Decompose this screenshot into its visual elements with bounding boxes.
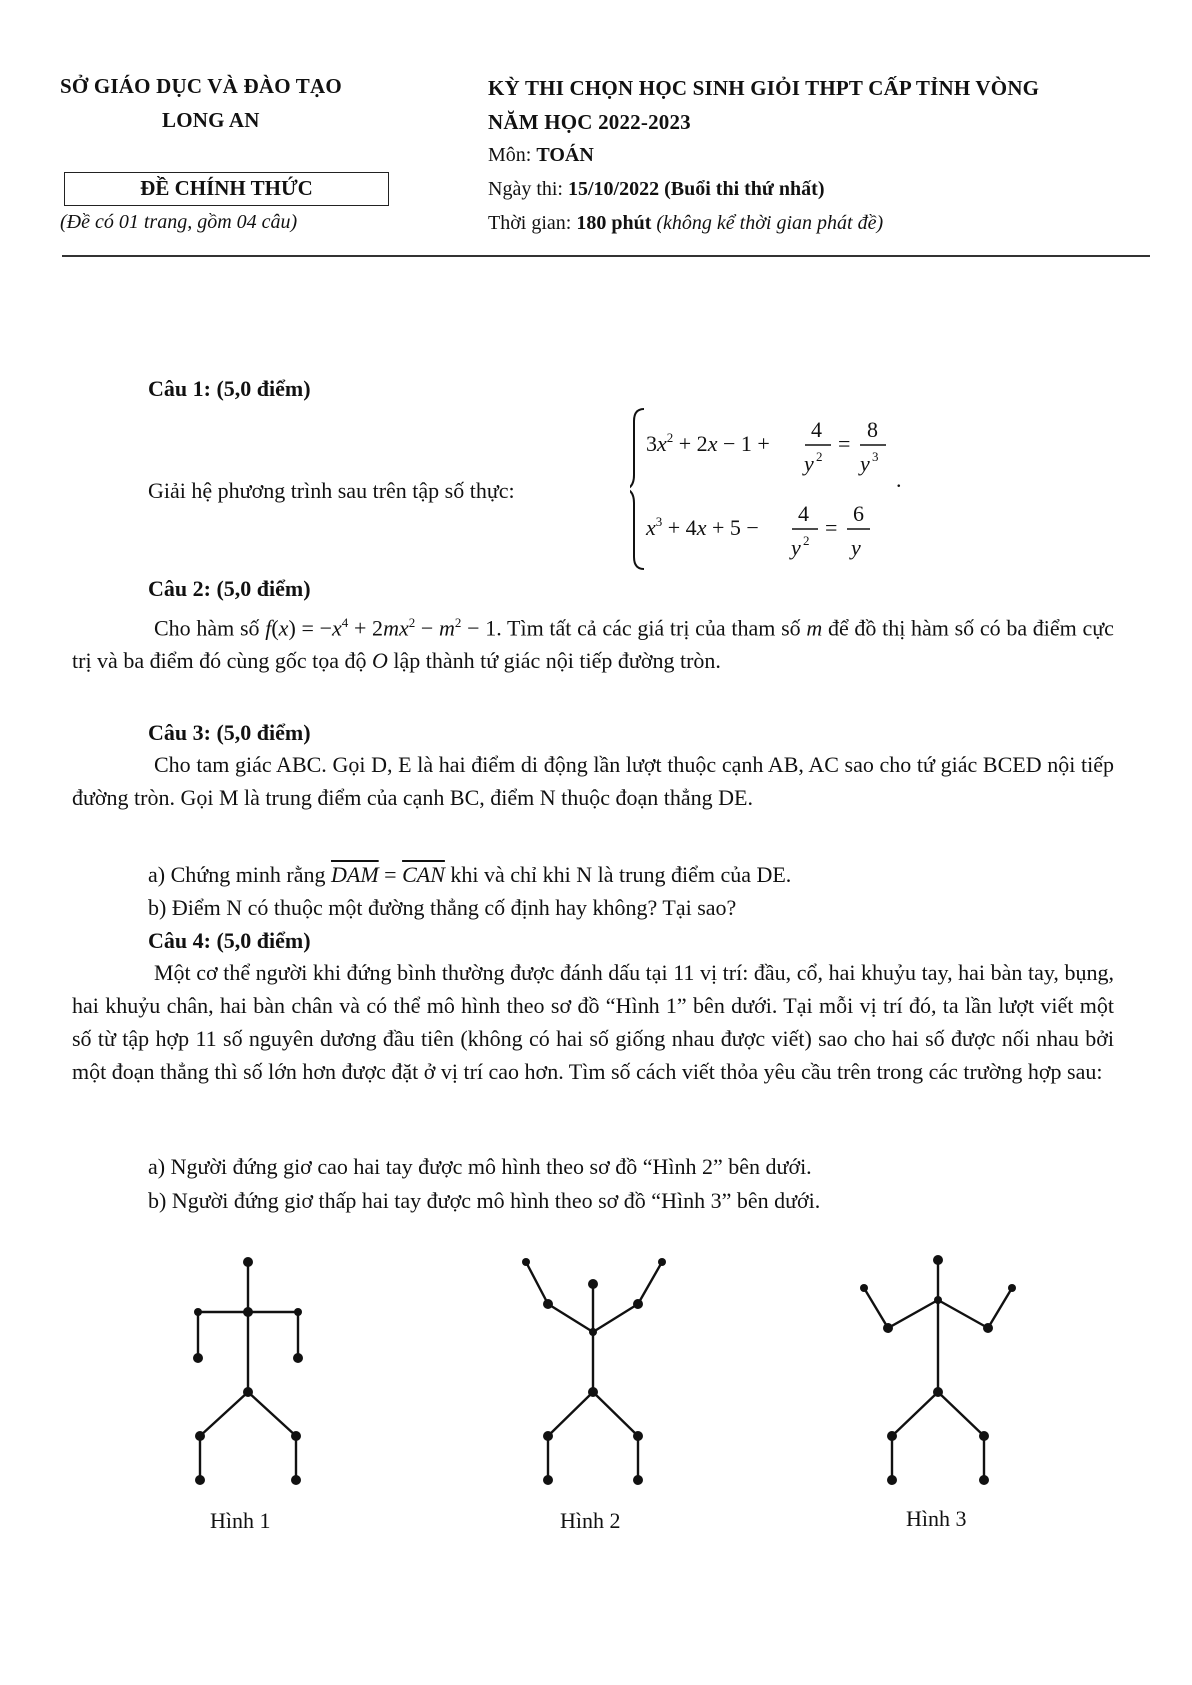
header-divider	[62, 255, 1150, 257]
time-note: (không kể thời gian phát đề)	[656, 212, 884, 234]
subject-line	[488, 144, 594, 167]
q3-a-angle2: $\overline{CAN}$	[402, 862, 445, 887]
svg-text:=: =	[825, 515, 838, 540]
figure-1-label: Hình 1	[210, 1508, 271, 1533]
q1-text: Giải hệ phương trình sau trên tập số thực:	[148, 478, 515, 503]
svg-text:3: 3	[872, 449, 879, 464]
q3-title: Câu 3: (5,0 điểm)	[148, 720, 311, 745]
q4-text: Một cơ thể người khi đứng bình thường được đánh dấu tại 11 vị trí: đầu, cổ, hai khuỷu tay, hai bàn tay, bụng, hai khuỷu chân, hai bàn chân và có thể mô hình theo sơ đồ “Hình 1” bên dưới. Tại mỗi vị trí đó, ta lần lượt viết một số từ tập hợp 11 số nguyên dương đầu tiên (không có hai số giống nhau được viết) sao cho hai số được nối nhau bởi một đoạn thẳng thì số lớn hơn được đặt ở vị trí cao hơn. Tìm số cách viết thỏa yêu cầu trên trong các trường hợp sau:	[72, 960, 1114, 1084]
time-value: 180 phút	[576, 212, 652, 234]
svg-text:4: 4	[811, 417, 822, 442]
q3-text: Cho tam giác ABC. Gọi D, E là hai điểm di động lần lượt thuộc cạnh AB, AC sao cho tứ giác BCED nội tiếp đường tròn. Gọi M là trung điểm của cạnh BC, điểm N thuộc đoạn thẳng DE.	[72, 752, 1114, 810]
svg-text:4: 4	[798, 501, 809, 526]
province-name: LONG AN	[162, 108, 260, 132]
figure-2-label: Hình 2	[560, 1508, 621, 1533]
page-note: (Đề có 01 trang, gồm 04 câu)	[60, 211, 298, 233]
date-label: Ngày thi:	[488, 178, 568, 200]
figure-3-label: Hình 3	[906, 1506, 967, 1531]
q2-text-b: . Tìm tất cả các giá trị của tham số	[496, 615, 801, 641]
figure-1-stick-diagram	[180, 1250, 320, 1490]
q1-equation-system	[630, 405, 930, 575]
q3-part-a	[148, 858, 791, 892]
q2-text-c: để đồ thị hàm số có ba điểm cực trị và ba điểm đó cùng gốc tọa độ	[72, 615, 1114, 674]
svg-text:2: 2	[816, 449, 823, 464]
svg-text:.: .	[896, 467, 902, 492]
subject-value: TOÁN	[536, 144, 594, 166]
svg-text:x3 + 4x + 5 −: $x^3 + 4x + 5$ −	[646, 514, 759, 540]
q2-param: m	[806, 615, 823, 641]
svg-text:y: y	[791, 535, 801, 560]
q2-text-a: Cho hàm số	[154, 615, 260, 641]
figure-2-stick-diagram	[520, 1250, 670, 1490]
svg-text:=: =	[838, 431, 851, 456]
q3-part-b: b) Điểm N có thuộc một đường thẳng cố định hay không? Tại sao?	[148, 895, 737, 920]
svg-text:y: y	[804, 451, 814, 476]
q3-a-eq: =	[384, 862, 397, 887]
svg-text:2: 2	[803, 533, 810, 548]
svg-text:y: y	[851, 535, 861, 560]
q2-body: Cho hàm số $f(x) = -x^4 + 2mx^2 - m^2 - 1$. Tìm tất cả các giá trị của tham số m để đồ thị hàm số có ba điểm cực trị và ba điểm đó cùng gốc tọa độ O lập thành tứ giác nội tiếp đường tròn.	[72, 615, 1114, 674]
q4-title: Câu 4: (5,0 điểm)	[148, 928, 311, 953]
svg-text:3x2 + 2x − 1 +: $3x^2 + 2x - 1$ +	[646, 430, 770, 456]
q1-title: Câu 1: (5,0 điểm)	[148, 376, 311, 401]
q3-a-prefix: a) Chứng minh rằng	[148, 862, 326, 887]
figure-3-stick-diagram	[860, 1250, 1020, 1490]
svg-text:8: 8	[867, 417, 878, 442]
svg-text:y: y	[860, 451, 870, 476]
q3-a-suffix: khi và chỉ khi N là trung điểm của DE.	[450, 862, 792, 887]
official-label: ĐỀ CHÍNH THỨC	[140, 176, 313, 200]
q3-a-angle1: $\overline{DAM}$	[331, 862, 379, 887]
date-value: 15/10/2022 (Buổi thi thứ nhất)	[568, 178, 825, 200]
date-line	[488, 178, 824, 201]
department-name: SỞ GIÁO DỤC VÀ ĐÀO TẠO	[60, 74, 342, 98]
subject-label: Môn:	[488, 144, 537, 166]
time-label: Thời gian:	[488, 212, 577, 234]
time-line	[488, 212, 883, 235]
q2-title: Câu 2: (5,0 điểm)	[148, 576, 311, 601]
q2-text-d: lập thành tứ giác nội tiếp đường tròn.	[393, 648, 721, 674]
school-year: NĂM HỌC 2022-2023	[488, 110, 691, 134]
exam-title: KỲ THI CHỌN HỌC SINH GIỎI THPT CẤP TỈNH VÒNG	[488, 76, 1040, 100]
svg-text:6: 6	[853, 501, 864, 526]
official-exam-box	[64, 172, 389, 206]
q4-part-b: b) Người đứng giơ thấp hai tay được mô hình theo sơ đồ “Hình 3” bên dưới.	[148, 1188, 821, 1213]
q2-function: f	[265, 615, 272, 641]
q2-origin: O	[371, 648, 388, 674]
q4-part-a: a) Người đứng giơ cao hai tay được mô hình theo sơ đồ “Hình 2” bên dưới.	[148, 1154, 812, 1179]
